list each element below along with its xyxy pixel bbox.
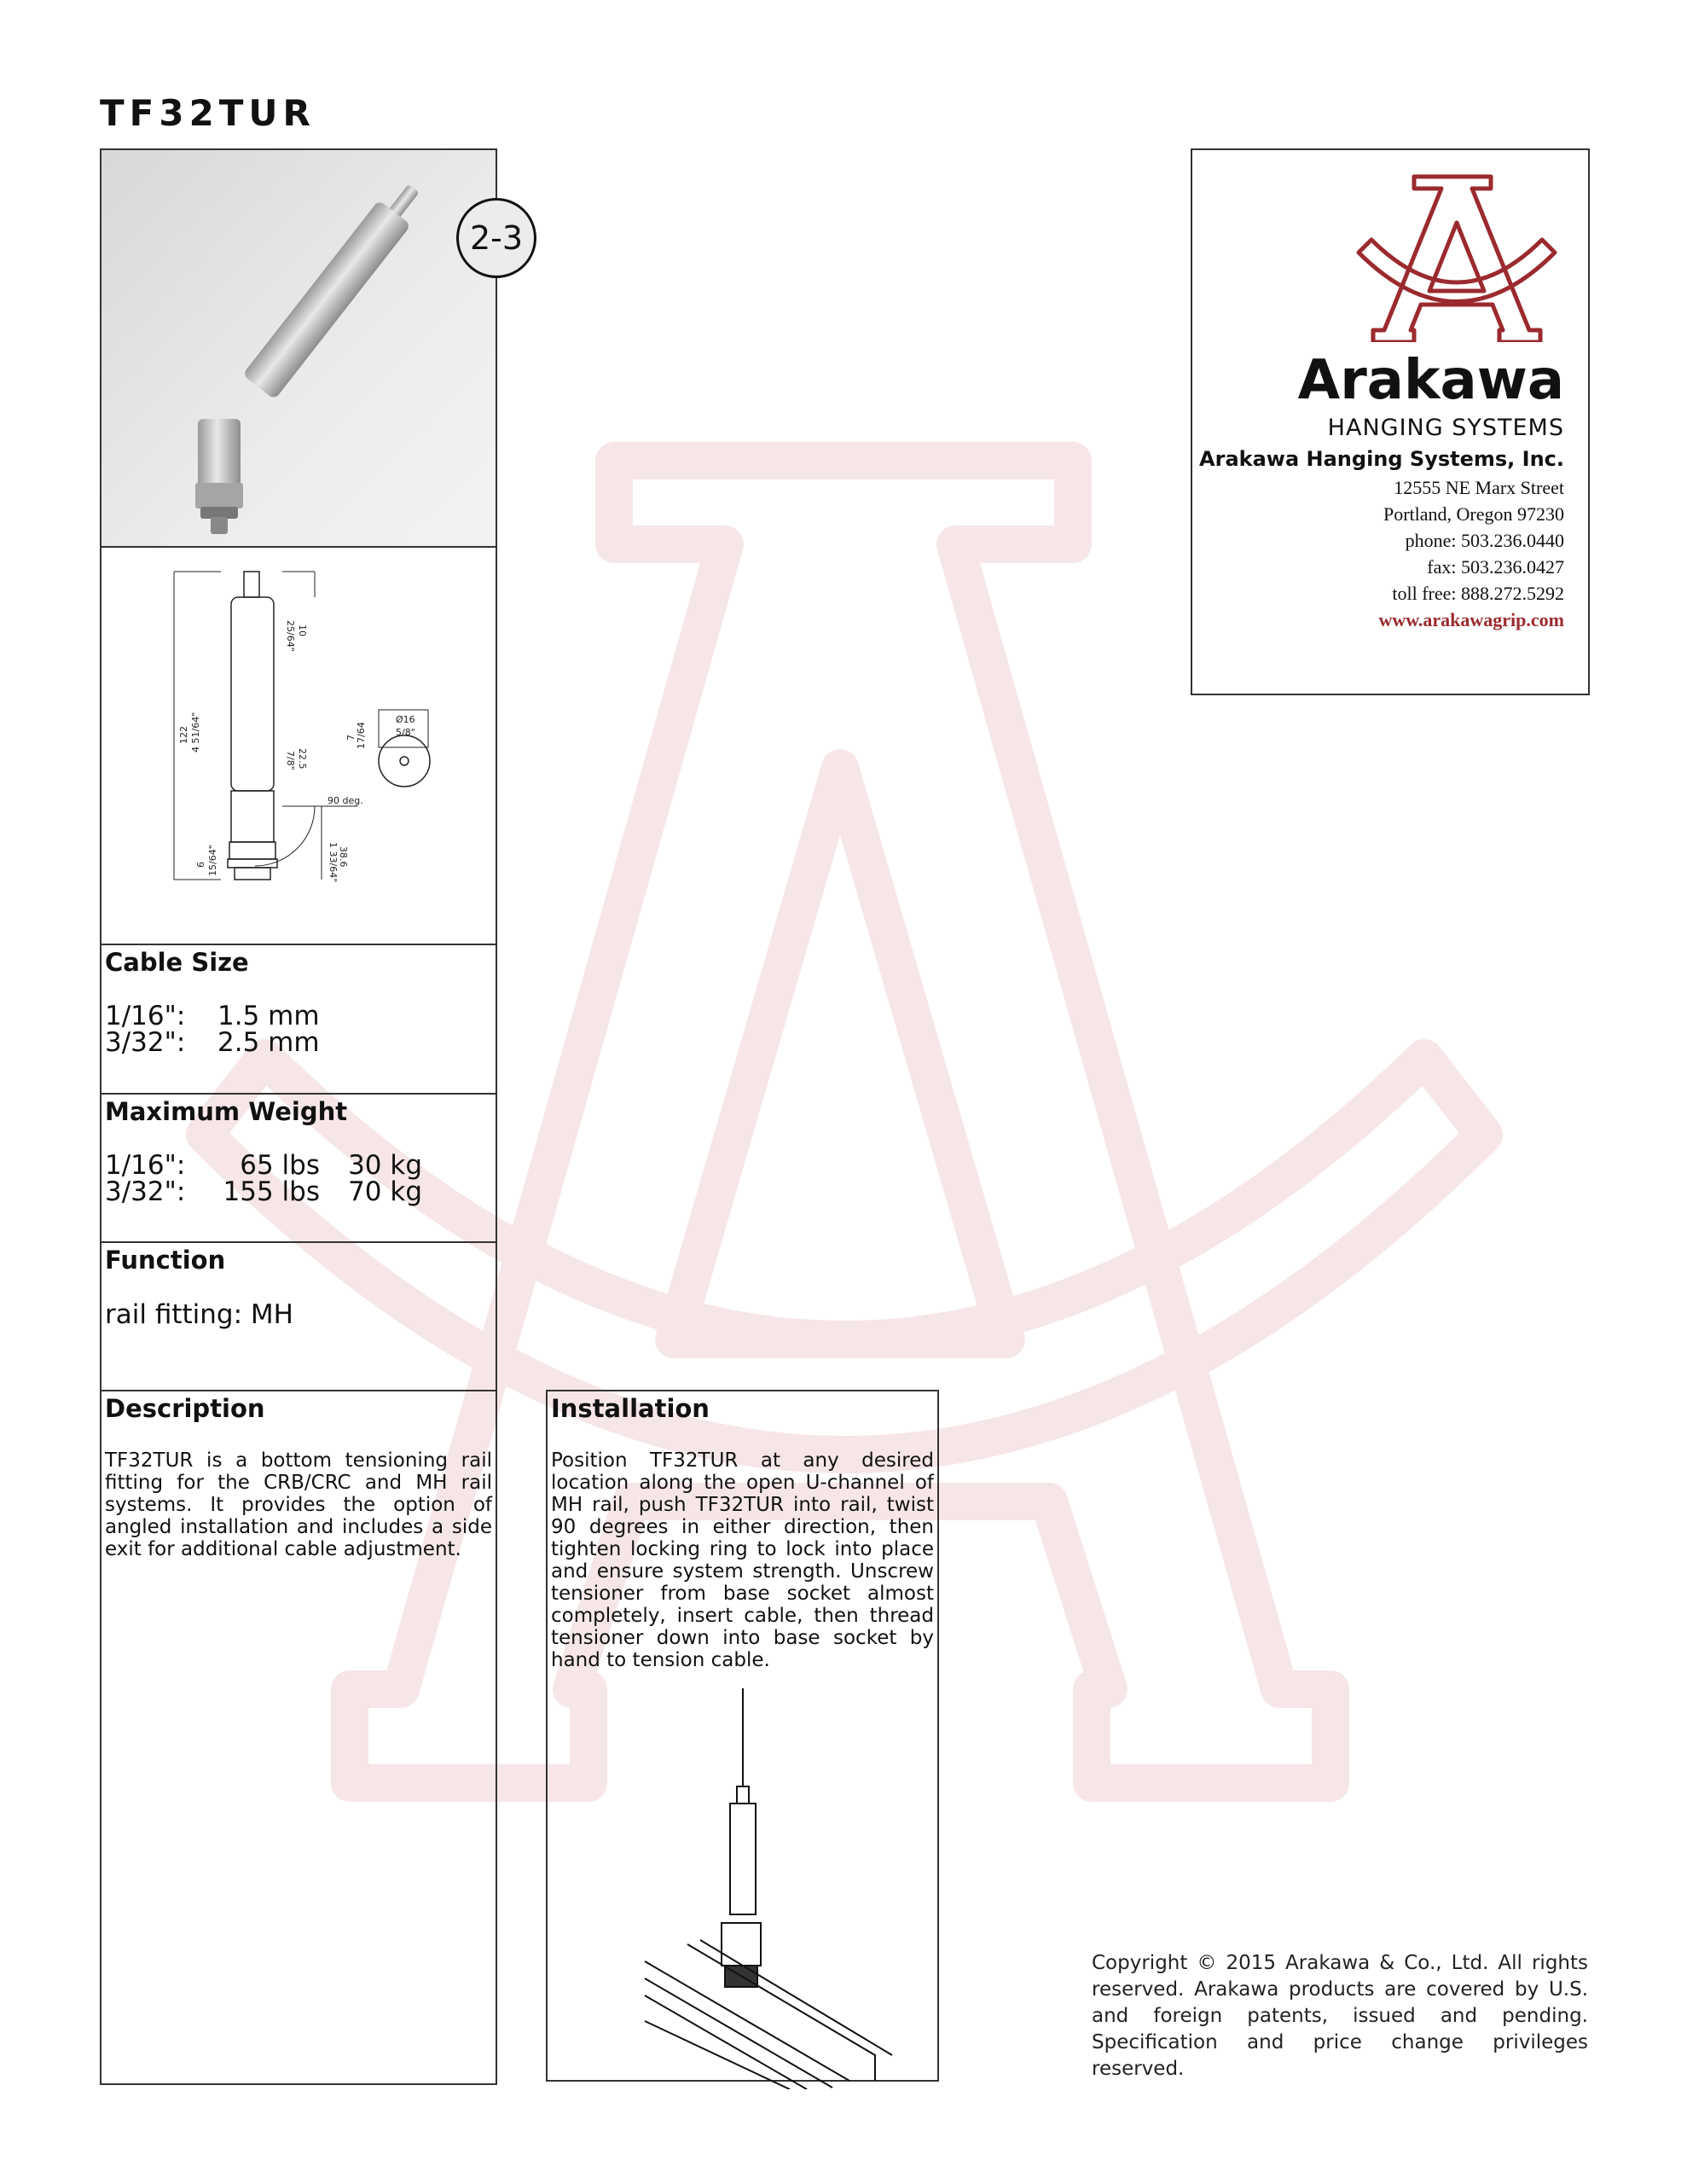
cable-size-section (101, 945, 496, 1095)
installation-section (546, 1390, 939, 2082)
page-title: TF32TUR (100, 92, 316, 134)
installation-text: Position TF32TUR at any desired location along the open U-channel of MH rail, push TF32TUR into rail, twist 90 degrees in either direction, then tighten locking ring to lock into place and ensure system strength. Unscrew tensioner from base socket almost completely, insert cable, then thread tensioner down into base socket by hand to tension cable. (551, 1449, 934, 1671)
website-link[interactable]: www.arakawagrip.com (1378, 609, 1564, 630)
svg-text:15/64": 15/64" (207, 845, 218, 876)
fax: fax: 503.236.0427 (1427, 556, 1564, 578)
copyright-notice: Copyright © 2015 Arakawa & Co., Ltd. All rights reserved. Arakawa products are covered by U.S. and foreign patents, issued and pending. Specification and price change privileges reserved. (1092, 1952, 1588, 2080)
maximum-weight-heading: Maximum Weight (105, 1097, 348, 1126)
product-image-icon (101, 150, 496, 548)
cable-size-row: 1/16": 1.5 mm (105, 1001, 320, 1031)
svg-text:Ø16: Ø16 (396, 714, 415, 725)
svg-text:38.6: 38.6 (338, 846, 349, 868)
function-section (101, 1243, 496, 1391)
arakawa-logo-icon (1346, 171, 1568, 342)
installation-illustration-icon (551, 1680, 935, 2089)
weight-row: 1/16": 65 lbs 30 kg (105, 1150, 422, 1181)
brand-name: Arakawa (1297, 349, 1564, 412)
function-value: rail fitting: MH (105, 1299, 293, 1330)
svg-text:90 deg.: 90 deg. (328, 795, 363, 806)
city: Portland, Oregon 97230 (1383, 503, 1564, 525)
svg-text:6: 6 (195, 862, 206, 868)
svg-text:22.5: 22.5 (297, 748, 308, 770)
street: 12555 NE Marx Street (1394, 477, 1564, 498)
product-photo (101, 150, 496, 548)
description-heading: Description (105, 1394, 265, 1423)
weight-row: 3/32": 155 lbs 70 kg (105, 1176, 422, 1207)
installation-heading: Installation (551, 1394, 710, 1423)
function-heading: Function (105, 1246, 226, 1275)
maximum-weight-section (101, 1095, 496, 1243)
description-text: TF32TUR is a bottom tensioning rail fitting for the CRB/CRC and MH rail systems. It provides the option of angled installation and includes a side exit for additional cable adjustment. (105, 1449, 492, 1560)
svg-text:25/64": 25/64" (285, 620, 296, 652)
svg-text:7/8": 7/8" (285, 751, 296, 770)
technical-drawing (101, 548, 496, 945)
company-info-box (1191, 148, 1590, 695)
spec-column (100, 148, 497, 2085)
toll-free: toll free: 888.272.5292 (1392, 583, 1564, 604)
brand-subtitle: HANGING SYSTEMS (1327, 415, 1564, 441)
svg-text:10: 10 (297, 624, 308, 636)
cable-size-heading: Cable Size (105, 948, 249, 977)
svg-text:5/8": 5/8" (396, 727, 415, 738)
svg-text:122: 122 (178, 726, 189, 744)
cable-size-row: 3/32": 2.5 mm (105, 1027, 320, 1058)
phone: phone: 503.236.0440 (1405, 530, 1564, 551)
svg-text:7: 7 (345, 735, 357, 741)
svg-text:17/64: 17/64 (356, 722, 367, 749)
page-badge: 2-3 (456, 198, 536, 278)
company-address (1378, 474, 1564, 633)
svg-text:1 33/64": 1 33/64" (328, 842, 339, 883)
description-section (101, 1391, 496, 2083)
svg-text:4 51/64": 4 51/64" (190, 712, 201, 752)
company-name: Arakawa Hanging Systems, Inc. (1199, 447, 1564, 471)
